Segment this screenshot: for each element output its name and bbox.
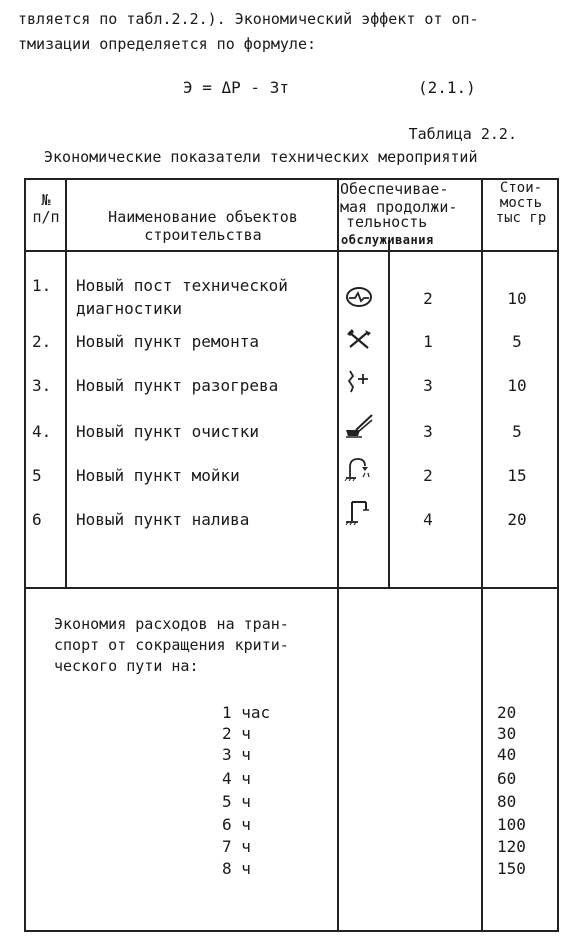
filling-icon xyxy=(344,499,374,525)
table-caption: Таблица 2.2. xyxy=(408,125,517,143)
table-right-border xyxy=(557,178,559,932)
row-cost: 5 xyxy=(512,422,522,441)
row-name-line-2: диагностики xyxy=(76,299,182,318)
savings-hours: 3 ч xyxy=(222,745,251,764)
row-name-line-1: Новый пост технической xyxy=(76,276,288,295)
row-name-line-1: Новый пункт налива xyxy=(76,510,250,529)
table-left-border xyxy=(24,178,26,932)
row-num: 1. xyxy=(32,276,52,295)
savings-cost: 30 xyxy=(497,724,517,743)
intro-line-2: тмизации определяется по формуле: xyxy=(18,35,317,53)
washing-icon xyxy=(344,455,374,481)
savings-cost: 150 xyxy=(497,859,526,878)
col-duration-divider xyxy=(481,178,483,932)
savings-hours: 7 ч xyxy=(222,837,251,856)
diagnostics-icon xyxy=(344,284,374,310)
savings-cost: 120 xyxy=(497,837,526,856)
header-cost: Стои- мость тыс гр xyxy=(495,180,547,226)
row-num: 4. xyxy=(32,422,52,441)
savings-cost: 20 xyxy=(497,703,517,722)
savings-cost: 40 xyxy=(497,745,517,764)
table-title: Экономические показатели технических мероприятий xyxy=(44,148,478,166)
row-num: 2. xyxy=(32,332,52,351)
header-num: № п/п xyxy=(32,191,60,226)
row-num: 5 xyxy=(32,466,42,485)
row-duration: 3 xyxy=(423,376,433,395)
savings-label-line-1: Экономия расходов на тран- xyxy=(54,615,289,633)
intro-line-1: твляется по табл.2.2.). Экономический эффект от оп- xyxy=(18,10,479,28)
row-name-line-1: Новый пункт очистки xyxy=(76,422,260,441)
row-duration: 4 xyxy=(423,510,433,529)
row-duration: 1 xyxy=(423,332,433,351)
row-name-line-1: Новый пункт ремонта xyxy=(76,332,260,351)
repair-tools-icon xyxy=(344,326,374,352)
row-name-line-1: Новый пункт мойки xyxy=(76,466,240,485)
row-cost: 10 xyxy=(507,289,527,308)
savings-hours: 2 ч xyxy=(222,724,251,743)
savings-hours: 1 час xyxy=(222,703,271,722)
header-duration-line-3: тельность xyxy=(346,213,428,231)
row-num: 3. xyxy=(32,376,52,395)
row-duration: 2 xyxy=(423,289,433,308)
row-cost: 15 xyxy=(507,466,527,485)
row-num: 6 xyxy=(32,510,42,529)
col-name-divider xyxy=(337,178,339,932)
row-cost: 10 xyxy=(507,376,527,395)
savings-hours: 6 ч xyxy=(222,815,251,834)
header-duration-line-2: мая продолжи- xyxy=(340,198,458,216)
table-body-divider xyxy=(24,587,559,589)
savings-hours: 5 ч xyxy=(222,792,251,811)
row-duration: 3 xyxy=(423,422,433,441)
row-duration: 2 xyxy=(423,466,433,485)
savings-hours: 4 ч xyxy=(222,769,251,788)
header-name: Наименование объектов строительства xyxy=(108,208,298,244)
savings-hours: 8 ч xyxy=(222,859,251,878)
savings-cost: 100 xyxy=(497,815,526,834)
header-duration-line-4: обслуживания xyxy=(341,233,434,247)
cleaning-icon xyxy=(344,412,374,438)
table-header-bottom-border xyxy=(24,250,559,252)
row-cost: 5 xyxy=(512,332,522,351)
heating-icon xyxy=(344,368,374,394)
row-cost: 20 xyxy=(507,510,527,529)
formula-expression: Э = ΔP - Зт xyxy=(183,78,289,97)
header-duration-line-1: Обеспечивае- xyxy=(340,180,449,198)
col-num-divider xyxy=(65,178,67,589)
savings-cost: 80 xyxy=(497,792,517,811)
col-icon-divider xyxy=(388,240,390,589)
formula-number: (2.1.) xyxy=(418,78,476,97)
row-name-line-1: Новый пункт разогрева xyxy=(76,376,279,395)
table-top-border xyxy=(24,178,559,180)
savings-label-line-2: спорт от сокращения крити- xyxy=(54,636,289,654)
savings-cost: 60 xyxy=(497,769,517,788)
savings-label-line-3: ческого пути на: xyxy=(54,657,199,675)
table-bottom-border xyxy=(24,930,559,932)
